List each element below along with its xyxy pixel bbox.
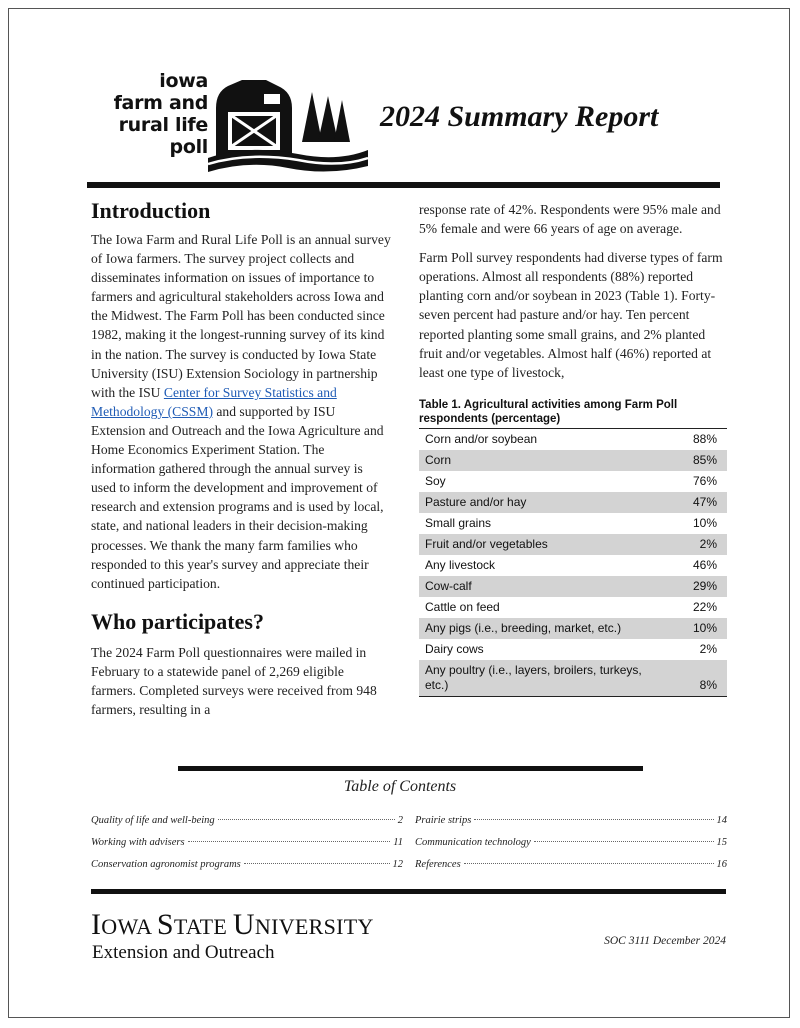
toc-left-column bbox=[91, 810, 403, 876]
table-row bbox=[419, 660, 727, 696]
row-value: 22% bbox=[692, 599, 717, 614]
toc-divider-top bbox=[178, 766, 643, 771]
toc-label: References bbox=[415, 859, 461, 870]
row-label: Fruit and/or vegetables bbox=[425, 536, 548, 551]
barn-logo-icon bbox=[208, 72, 368, 180]
toc-page: 14 bbox=[716, 815, 727, 826]
row-value: 47% bbox=[692, 494, 717, 509]
intro-text-b: and supported by ISU Extension and Outreach and the Iowa Agriculture and Home Economics Experiment Station. The information gathered through the annual survey is used to inform the development and improvement of research and extension programs and is used by local, state, and national leaders in their decision-making processes. We thank the many farm families who responded to this year's survey and appreciate their continued participation. bbox=[91, 403, 384, 591]
isu-wordmark bbox=[91, 908, 374, 942]
isu-letter: S bbox=[156, 908, 174, 941]
table-caption: Table 1. Agricultural activities among Farm Poll respondents (percentage) bbox=[419, 398, 678, 425]
toc-item[interactable] bbox=[91, 810, 403, 832]
row-value: 8% bbox=[699, 677, 717, 692]
right-column bbox=[419, 200, 724, 697]
toc-leader bbox=[464, 863, 714, 864]
toc-label: Working with advisers bbox=[91, 837, 185, 848]
isu-letter: I bbox=[91, 908, 102, 941]
toc-item[interactable] bbox=[415, 854, 727, 876]
table-row bbox=[419, 513, 727, 534]
toc-leader bbox=[244, 863, 390, 864]
report-title: 2024 Summary Report bbox=[380, 100, 659, 133]
toc-page: 2 bbox=[397, 815, 403, 826]
header-divider bbox=[87, 182, 720, 188]
introduction-heading: Introduction bbox=[91, 198, 211, 223]
toc-item[interactable] bbox=[415, 832, 727, 854]
row-label: Dairy cows bbox=[425, 641, 484, 656]
row-label: Small grains bbox=[425, 515, 492, 530]
table-body bbox=[419, 428, 727, 697]
isu-smallcaps: TATE bbox=[173, 914, 233, 939]
logo-line: farm and bbox=[113, 92, 208, 114]
table-row bbox=[419, 597, 727, 618]
toc-leader bbox=[218, 819, 395, 820]
row-value: 10% bbox=[692, 515, 717, 530]
who-participates-heading: Who participates? bbox=[91, 608, 264, 634]
introduction-paragraph bbox=[91, 230, 391, 593]
row-label: Any pigs (i.e., breeding, market, etc.) bbox=[425, 620, 622, 635]
row-value: 2% bbox=[699, 536, 717, 551]
row-label: Cow-calf bbox=[425, 578, 472, 593]
logo-line: iowa bbox=[159, 70, 208, 92]
toc-leader bbox=[188, 841, 391, 842]
table-row bbox=[419, 450, 727, 471]
row-label: Corn and/or soybean bbox=[425, 431, 538, 446]
toc-leader bbox=[534, 841, 714, 842]
row-value: 46% bbox=[692, 557, 717, 572]
intro-text-a: The Iowa Farm and Rural Life Poll is an annual survey of Iowa farmers. The survey project collects and disseminates information on issues of importance to farmers and agricultural stakeholders across Iowa and the Midwest. The Farm Poll has been conducted since 1982, making it the longest-running survey of its kind in the nation. The survey is conducted by Iowa State University (ISU) Extension Sociology in partnership with the ISU bbox=[91, 232, 391, 400]
table-row bbox=[419, 555, 727, 576]
toc-item[interactable] bbox=[91, 854, 403, 876]
row-value: 2% bbox=[699, 641, 717, 656]
publication-info: SOC 3111 December 2024 bbox=[604, 935, 726, 947]
toc-label: Conservation agronomist programs bbox=[91, 859, 241, 870]
table-row bbox=[419, 534, 727, 555]
toc-page: 16 bbox=[716, 859, 727, 870]
row-value: 76% bbox=[692, 473, 717, 488]
poll-logo-text bbox=[90, 70, 208, 158]
row-label: Soy bbox=[425, 473, 446, 488]
extension-outreach-label: Extension and Outreach bbox=[92, 942, 275, 963]
toc-page: 11 bbox=[393, 837, 403, 848]
toc-divider-bottom bbox=[91, 889, 726, 894]
table-row bbox=[419, 639, 727, 660]
cssm-link[interactable]: Center for Survey Statistics and Methodology (CSSM) bbox=[91, 384, 337, 419]
table-row bbox=[419, 471, 727, 492]
toc-label: Communication technology bbox=[415, 837, 531, 848]
logo-line: rural life bbox=[118, 114, 208, 136]
toc-label: Quality of life and well-being bbox=[91, 815, 215, 826]
table-row bbox=[419, 576, 727, 597]
logo-line: poll bbox=[169, 136, 208, 158]
table-row bbox=[419, 618, 727, 639]
toc-label: Prairie strips bbox=[415, 815, 472, 826]
row-value: 10% bbox=[692, 620, 717, 635]
row-value: 29% bbox=[692, 578, 717, 593]
response-rate-paragraph: response rate of 42%. Respondents were 95% male and 5% female and were 66 years of age on average. bbox=[419, 202, 721, 237]
row-label: Any livestock bbox=[425, 557, 496, 572]
toc-item[interactable] bbox=[415, 810, 727, 832]
row-value: 88% bbox=[692, 431, 717, 446]
row-label: Cattle on feed bbox=[425, 599, 500, 614]
toc-right-column bbox=[415, 810, 727, 876]
toc-page: 15 bbox=[716, 837, 727, 848]
toc-title: Table of Contents bbox=[343, 778, 457, 795]
isu-smallcaps: NIVERSITY bbox=[254, 914, 374, 939]
farm-operations-paragraph: Farm Poll survey respondents had diverse types of farm operations. Almost all respondents (88%) reported planting corn and/or soybean in 2023 (Table 1). Forty-seven percent had pasture and/or hay. Ten percent reported planting some small grains, and 2% planted fruit and/or vegetables. Almost half (46%) reported at least one type of livestock, bbox=[419, 250, 723, 380]
row-value: 85% bbox=[692, 452, 717, 467]
row-label: Pasture and/or hay bbox=[425, 494, 527, 509]
table-row bbox=[419, 492, 727, 513]
toc-leader bbox=[474, 819, 713, 820]
toc-item[interactable] bbox=[91, 832, 403, 854]
table-row bbox=[419, 429, 727, 450]
isu-smallcaps: OWA bbox=[101, 914, 157, 939]
left-column bbox=[91, 196, 391, 719]
table-1 bbox=[419, 398, 724, 697]
row-label: Corn bbox=[425, 452, 452, 467]
participates-paragraph: The 2024 Farm Poll questionnaires were mailed in February to a statewide panel of 2,269 eligible farmers. Completed surveys were received from 948 farmers, resulting in a bbox=[91, 644, 377, 718]
toc-page: 12 bbox=[392, 859, 403, 870]
isu-letter: U bbox=[232, 908, 255, 941]
row-label: Any poultry (i.e., layers, broilers, turkeys, etc.) bbox=[425, 662, 642, 692]
